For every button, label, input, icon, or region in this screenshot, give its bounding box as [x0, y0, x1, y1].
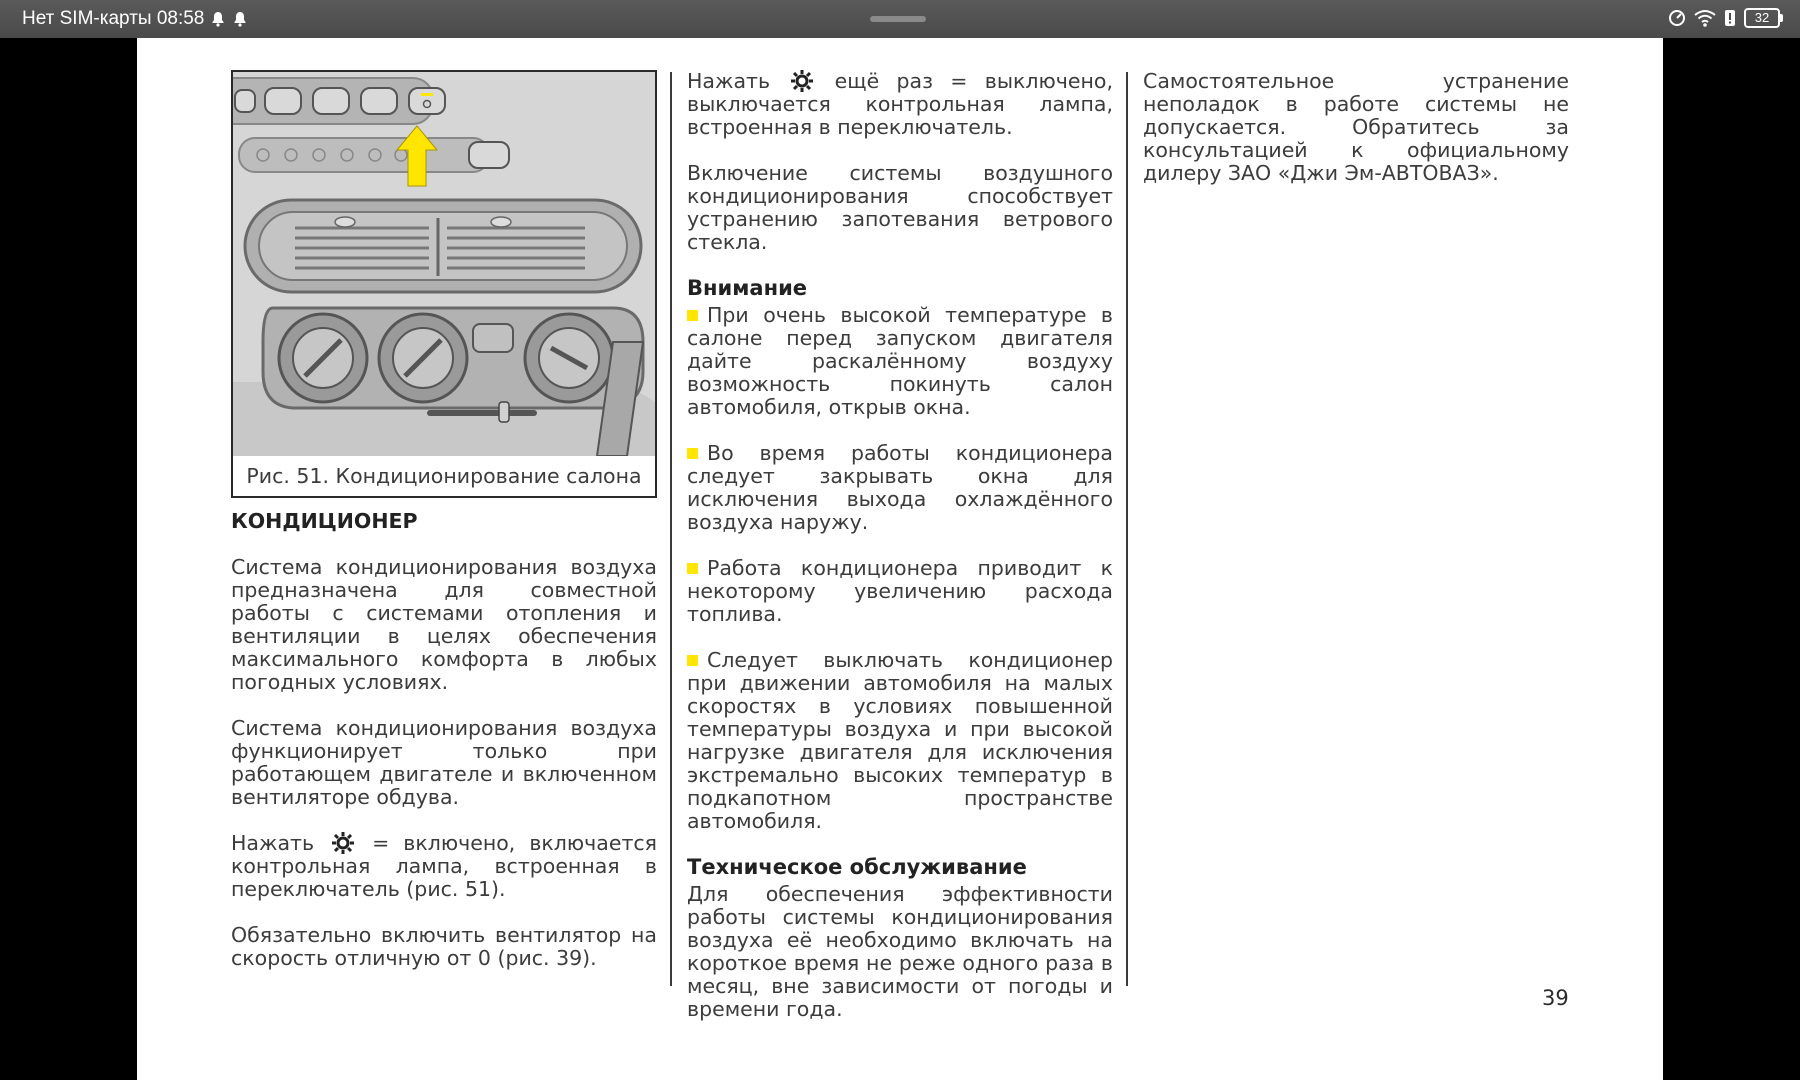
- bullet-marker: [687, 448, 698, 459]
- bullet-text: Во время работы кондиционера следует закрывать окна для исключения выхода охлаждённого воздуха наружу.: [687, 441, 1113, 534]
- alert-icon: [1724, 9, 1736, 27]
- column-2: [687, 70, 1113, 1044]
- bullet-marker: [687, 655, 698, 666]
- paragraph-text: Нажать: [687, 69, 771, 93]
- paragraph: [687, 70, 1113, 139]
- paragraph: Самостоятельное устранение неполадок в работе системы не допускается. Обратитесь за консультацией к официальному дилеру ЗАО «Джи Эм-АВТОВАЗ».: [1143, 69, 1569, 185]
- paragraph-text: Нажать: [231, 831, 315, 855]
- column-divider: [670, 72, 672, 986]
- bell-icon: [210, 11, 226, 27]
- paragraph: Система кондиционирования воздуха функционирует только при работающем двигателе и включенном вентиляторе обдува.: [231, 716, 657, 809]
- paragraph: [231, 832, 657, 901]
- bullet-item: [687, 649, 1113, 833]
- paragraph: Для обеспечения эффективности работы системы кондиционирования воздуха её необходимо включать на короткое время не реже одного раза в месяц, вне зависимости от погоды и времени года.: [687, 882, 1113, 1021]
- bell-icon: [232, 11, 248, 27]
- data-saver-icon: [1668, 9, 1686, 27]
- battery-icon: 32: [1744, 8, 1780, 28]
- bullet-text: Следует выключать кондиционер при движении автомобиля на малых скоростях в условиях повышенной температуры воздуха и при высокой нагрузке двигателя для исключения экстремально высоких температур в подкапотном пространстве автомобиля.: [687, 648, 1113, 833]
- wifi-icon: [1694, 9, 1716, 27]
- paragraph-text: ещё раз = выключено, выключается контрольная лампа, встроенная в переключатель.: [687, 69, 1113, 139]
- bullet-item: [687, 304, 1113, 419]
- column-divider: [1126, 72, 1128, 986]
- figure-51: [231, 70, 657, 498]
- document-page[interactable]: [137, 38, 1663, 1080]
- bullet-item: [687, 442, 1113, 534]
- status-left: [22, 8, 248, 30]
- paragraph: Включение системы воздушного кондиционирования способствует устранению запотевания ветрового стекла.: [687, 161, 1113, 254]
- ac-snowflake-icon: [332, 832, 354, 854]
- bullet-text: При очень высокой температуре в салоне перед запуском двигателя дайте раскалённому воздуху возможность покинуть салон автомобиля, открыв окна.: [687, 303, 1113, 419]
- drag-handle[interactable]: [870, 16, 926, 22]
- service-heading: Техническое обслуживание: [687, 855, 1027, 879]
- section-heading: КОНДИЦИОНЕР: [231, 509, 418, 533]
- page-number: 39: [1542, 986, 1569, 1010]
- carrier-time: Нет SIM-карты 08:58: [22, 8, 205, 29]
- dashboard-illustration: [233, 72, 655, 456]
- column-3: [1143, 70, 1569, 208]
- ac-snowflake-icon: [791, 70, 813, 92]
- bullet-marker: [687, 310, 698, 321]
- column-1: [231, 70, 657, 993]
- bullet-marker: [687, 563, 698, 574]
- status-bar: [0, 0, 1800, 38]
- paragraph: Система кондиционирования воздуха предназначена для совместной работы с системами отопления и вентиляции в целях обеспечения максимального комфорта в любых погодных условиях.: [231, 555, 657, 694]
- attention-heading: Внимание: [687, 276, 808, 300]
- figure-caption: Рис. 51. Кондиционирование салона: [233, 456, 655, 496]
- bullet-item: [687, 557, 1113, 626]
- paragraph-text: = включено, включается контрольная лампа, встроенная в переключатель (рис. 51).: [231, 831, 657, 901]
- status-right: [1668, 8, 1780, 28]
- bullet-text: Работа кондиционера приводит к некоторому увеличению расхода топлива.: [687, 556, 1113, 626]
- paragraph: Обязательно включить вентилятор на скорость отличную от 0 (рис. 39).: [231, 923, 657, 970]
